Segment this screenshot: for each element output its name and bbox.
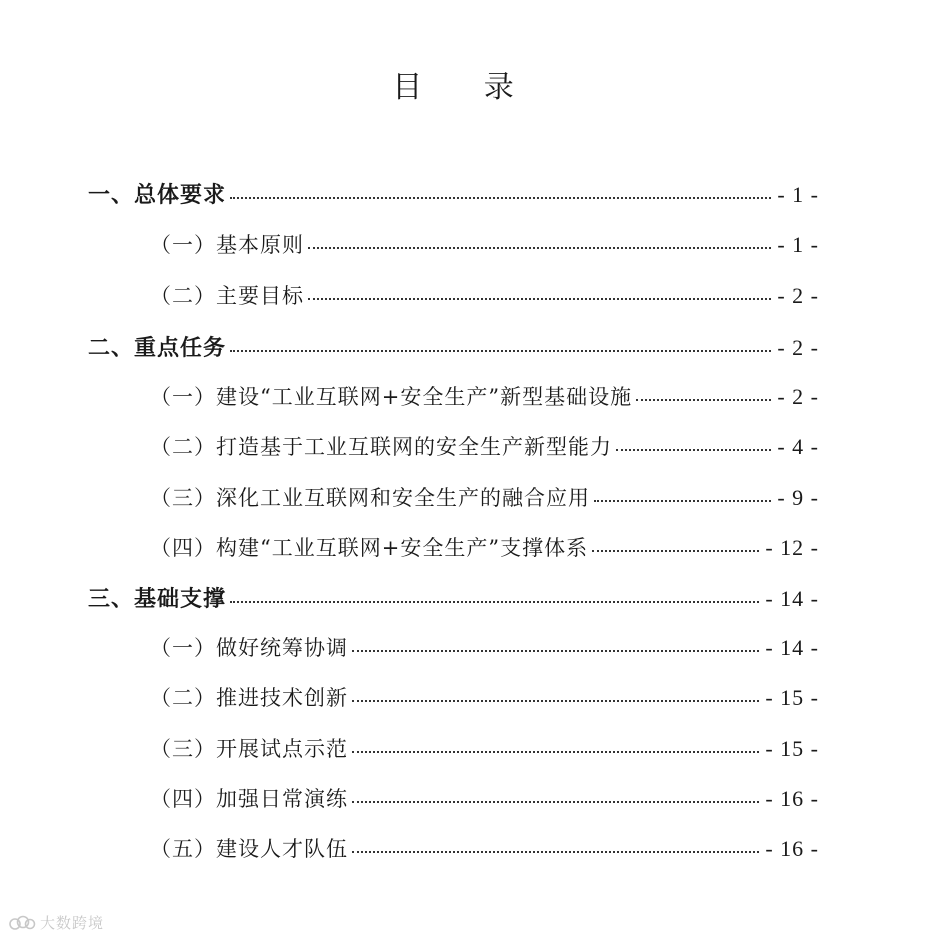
toc-leader-dots [230,601,759,603]
toc-entry-label: 一、总体要求 [88,182,227,208]
toc-entry-label: （四）构建“工业互联网+安全生产”支撑体系 [150,536,589,560]
toc-leader-dots [636,399,771,401]
toc-leader-dots [352,851,759,853]
toc-page-number: - 16 - [765,836,819,861]
toc-page-number: - 14 - [765,586,819,611]
toc-entry[interactable] [150,431,819,461]
toc-entry[interactable] [150,532,819,562]
toc-leader-dots [352,801,759,803]
cloud-logo-icon [8,915,36,931]
toc-entry-label: （三）深化工业互联网和安全生产的融合应用 [150,486,590,510]
toc-leader-dots [352,700,759,702]
toc-entry-label: （二）推进技术创新 [150,686,348,710]
toc-page-number: - 4 - [777,434,819,459]
toc-entry-label: （一）做好统筹协调 [150,636,348,660]
toc-leader-dots [352,751,759,753]
toc-page-number: - 2 - [777,384,819,409]
toc-page-number: - 15 - [765,736,819,761]
toc-entry[interactable] [150,682,819,712]
toc-leader-dots [352,650,759,652]
toc-leader-dots [308,247,771,249]
toc-entry-label: （三）开展试点示范 [150,737,348,761]
toc-entry-label: （四）加强日常演练 [150,787,348,811]
toc-entry[interactable] [150,733,819,763]
toc-entry-label: （二）主要目标 [150,284,304,308]
toc-page-number: - 2 - [777,335,819,360]
toc-entry-label: 二、重点任务 [88,335,227,361]
toc-entry[interactable] [88,331,819,362]
toc-leader-dots [230,350,771,352]
toc-leader-dots [594,500,771,502]
toc-entry[interactable] [150,381,819,411]
page-title: 目 录 [392,70,540,105]
toc-entry[interactable] [150,783,819,813]
toc-entry-label: （五）建设人才队伍 [150,837,348,861]
toc-page-number: - 14 - [765,635,819,660]
toc-leader-dots [616,449,771,451]
toc-page-number: - 1 - [777,182,819,207]
toc-entry[interactable] [150,280,819,310]
toc-entry[interactable] [150,229,819,259]
toc-page-number: - 16 - [765,786,819,811]
toc-entry[interactable] [150,632,819,662]
toc-entry-label: 三、基础支撑 [88,586,227,612]
toc-page-number: - 1 - [777,232,819,257]
toc-leader-dots [230,197,771,199]
toc-page-number: - 15 - [765,685,819,710]
toc-leader-dots [592,550,759,552]
toc-entry[interactable] [88,178,819,209]
toc-page-number: - 12 - [765,535,819,560]
watermark [8,912,104,933]
toc-entry-label: （一）基本原则 [150,233,304,257]
toc-entry-label: （二）打造基于工业互联网的安全生产新型能力 [150,435,612,459]
toc-entry[interactable] [150,833,819,863]
toc-leader-dots [308,298,771,300]
toc-entry[interactable] [150,482,819,512]
toc-entry-label: （一）建设“工业互联网+安全生产”新型基础设施 [150,385,633,409]
toc-entry[interactable] [88,582,819,613]
toc-page-number: - 2 - [777,283,819,308]
watermark-text: 大数跨境 [40,914,105,932]
toc-page-number: - 9 - [777,485,819,510]
